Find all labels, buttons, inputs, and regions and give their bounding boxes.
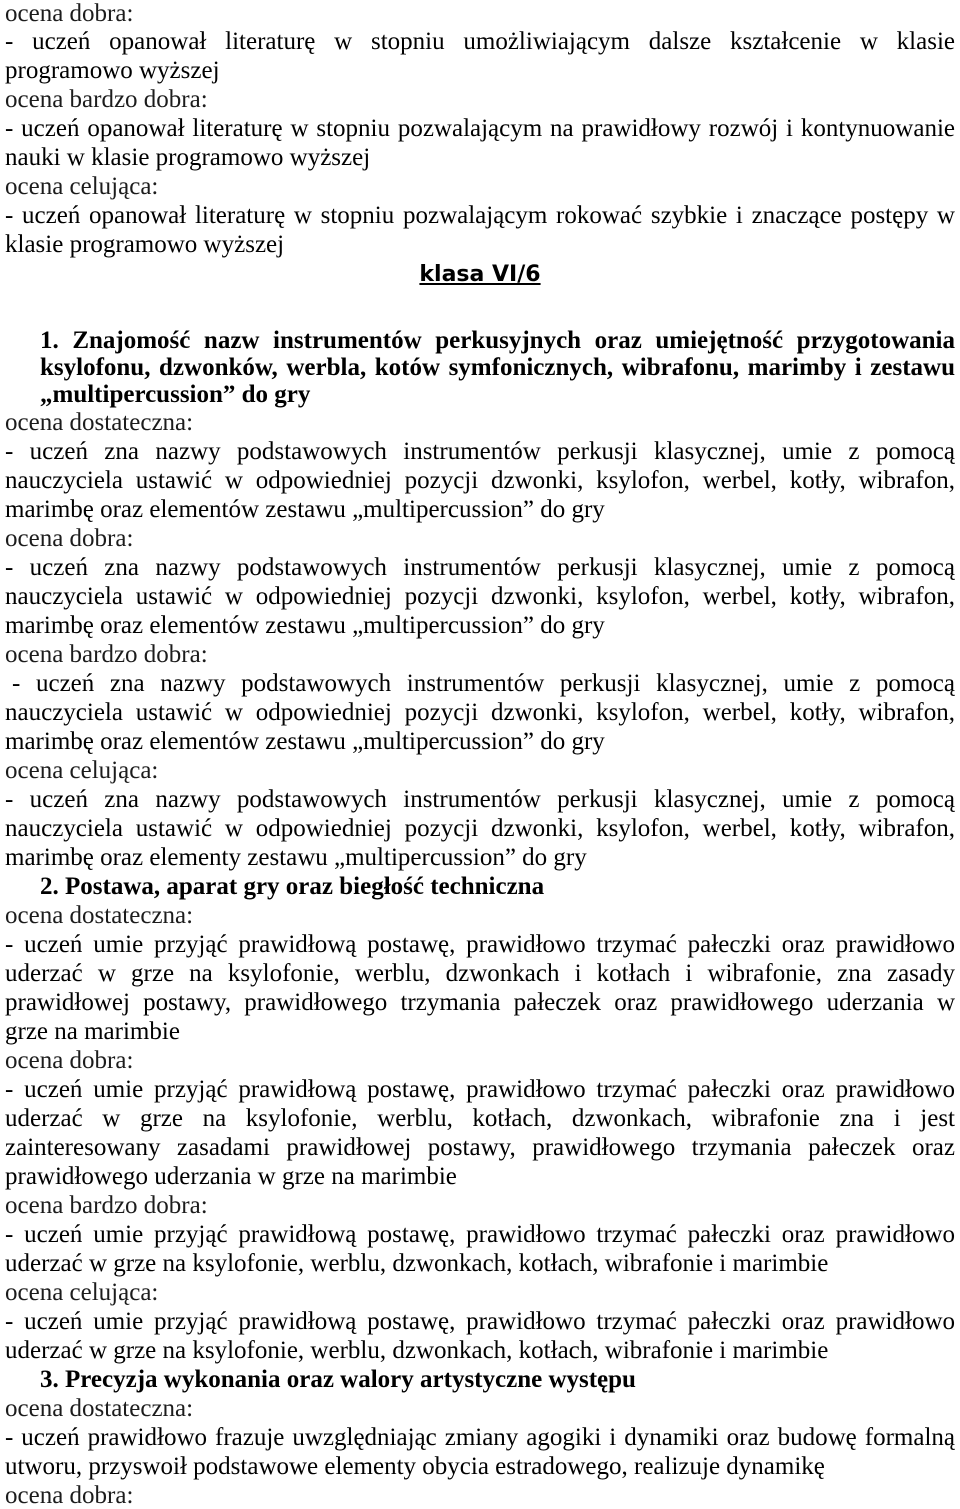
grade-description-line: utworu, przyswoił podstawowe elementy obycia estradowego, realizuje dynamikę [5,1453,825,1480]
grade-label: ocena dobra: [5,1047,134,1074]
grade-description-line: marimbę oraz elementów zestawu „multipercussion” do gry [5,728,605,755]
grade-block [5,172,955,259]
grade-block [5,0,955,85]
grade-block [5,1278,955,1365]
intro-section [5,0,955,259]
grade-block [5,408,955,524]
grade-description-line: - uczeń umie przyjąć prawidłową postawę, prawidłowo trzymać pałeczki oraz prawidłowo [5,1076,955,1103]
grade-description-line: klasie programowo wyższej [5,231,285,258]
grade-description-line: nauczyciela ustawić w odpowiedniej pozycji dzwonki, ksylofon, werbel, kotły, wibrafon, [5,583,955,610]
document-content [5,0,955,1509]
grade-description-line: - uczeń prawidłowo frazuje uwzględniając zmiany agogiki i dynamiki oraz budowę formalną [5,1424,955,1451]
grade-description-line: uderzać w grze na ksylofonie, werblu, kotłach, dzwonkach, wibrafonie zna i jest [5,1105,955,1132]
grade-description-line: - uczeń opanował literaturę w stopniu umożliwiającym dalsze kształcenie w klasie [5,28,955,55]
grade-description-line: - uczeń opanował literaturę w stopniu pozwalającym rokować szybkie i znaczące postępy w [5,202,955,229]
grade-description-line: - uczeń umie przyjąć prawidłową postawę, prawidłowo trzymać pałeczki oraz prawidłowo [5,1221,955,1248]
criterion-title-line [5,872,955,901]
criterion-number: 2. [40,873,59,900]
grade-block [5,524,955,640]
grade-description-line: nauczyciela ustawić w odpowiedniej pozycji dzwonki, ksylofon, werbel, kotły, wibrafon, [5,699,955,726]
grade-label: ocena celująca: [5,1279,159,1306]
grade-description-line: grze na marimbie [5,1018,180,1045]
grade-block [5,1481,955,1509]
criterion-2 [5,872,955,1365]
grade-label: ocena dostateczna: [5,409,194,436]
grade-block [5,1191,955,1278]
grade-block [5,756,955,872]
grade-description-line: nauki w klasie programowo wyższej [5,144,371,171]
criterion-title: Postawa, aparat gry oraz biegłość techniczna [65,873,545,900]
grade-description-line: - uczeń zna nazwy podstawowych instrumentów perkusji klasycznej, umie z pomocą [12,670,955,697]
grade-description-line: zainteresowany zasadami prawidłowej postawy, prawidłowego trzymania pałeczek oraz [5,1134,955,1161]
grade-description-line: prawidłowej postawy, prawidłowego trzymania pałeczek oraz prawidłowego uderzania w [5,989,955,1016]
grade-description-line: uderzać w grze na ksylofonie, werblu, dzwonkach, kotłach, wibrafonie i marimbie [5,1250,829,1277]
grade-description-line: - uczeń umie przyjąć prawidłową postawę, prawidłowo trzymać pałeczki oraz prawidłowo [5,931,955,958]
grade-label: ocena celująca: [5,173,159,200]
grade-description-line: - uczeń zna nazwy podstawowych instrumentów perkusji klasycznej, umie z pomocą [5,554,955,581]
criterion-title: Precyzja wykonania oraz walory artystyczne występu [65,1366,636,1393]
criterion-title-line: ksylofonu, dzwonków, werbla, kotów symfonicznych, wibrafonu, marimby i zestawu [40,354,955,381]
grade-description-line: marimbę oraz elementów zestawu „multipercussion” do gry [5,612,605,639]
grade-description-line: marimbę oraz elementów zestawu „multipercussion” do gry [5,496,605,523]
grade-description-line: uderzać w grze na ksylofonie, werblu, dzwonkach, kotłach, wibrafonie i marimbie [5,1337,829,1364]
grade-description-line: marimbę oraz elementy zestawu „multipercussion” do gry [5,844,587,871]
criterion-title: Znajomość nazw instrumentów perkusyjnych oraz umiejętność przygotowania [72,327,955,354]
criterion-number: 3. [40,1366,59,1393]
criterion-title-line: „multipercussion” do gry [40,381,311,408]
grade-label: ocena bardzo dobra: [5,1192,208,1219]
criterion-3 [5,1365,955,1509]
grade-label: ocena dobra: [5,1482,134,1509]
grade-description-line: - uczeń zna nazwy podstawowych instrumentów perkusji klasycznej, umie z pomocą [5,786,955,813]
grade-block [5,85,955,172]
grade-label: ocena dobra: [5,525,134,552]
grade-block [5,640,955,756]
grade-description-line: nauczyciela ustawić w odpowiedniej pozycji dzwonki, ksylofon, werbel, kotły, wibrafon, [5,815,955,842]
grade-label: ocena dobra: [5,0,134,27]
grade-label: ocena dostateczna: [5,902,194,929]
criterion-title-line [5,327,955,354]
grade-description-line: nauczyciela ustawić w odpowiedniej pozycji dzwonki, ksylofon, werbel, kotły, wibrafon, [5,467,955,494]
grade-label: ocena dostateczna: [5,1395,194,1422]
grade-description-line: - uczeń umie przyjąć prawidłową postawę, prawidłowo trzymać pałeczki oraz prawidłowo [5,1308,955,1335]
grade-description-line: prawidłowego uderzania w grze na marimbie [5,1163,457,1190]
criterion-number: 1. [40,327,59,354]
grade-label: ocena bardzo dobra: [5,86,208,113]
grade-block [5,901,955,1046]
grade-block [5,1046,955,1191]
grade-label: ocena celująca: [5,757,159,784]
grade-description-line: uderzać w grze na ksylofonie, werblu, dzwonkach i kotłach i wibrafonie, zna zasady [5,960,955,987]
grade-description-line: - uczeń zna nazwy podstawowych instrumentów perkusji klasycznej, umie z pomocą [5,438,955,465]
grade-description-line: - uczeń opanował literaturę w stopniu pozwalającym na prawidłowy rozwój i kontynuowanie [5,115,955,142]
grade-block [5,1394,955,1481]
criterion-1 [5,327,955,872]
class-heading: klasa VI/6 [419,262,541,287]
grade-label: ocena bardzo dobra: [5,641,208,668]
grade-description-line: programowo wyższej [5,57,220,84]
criterion-title-line [5,1365,955,1394]
